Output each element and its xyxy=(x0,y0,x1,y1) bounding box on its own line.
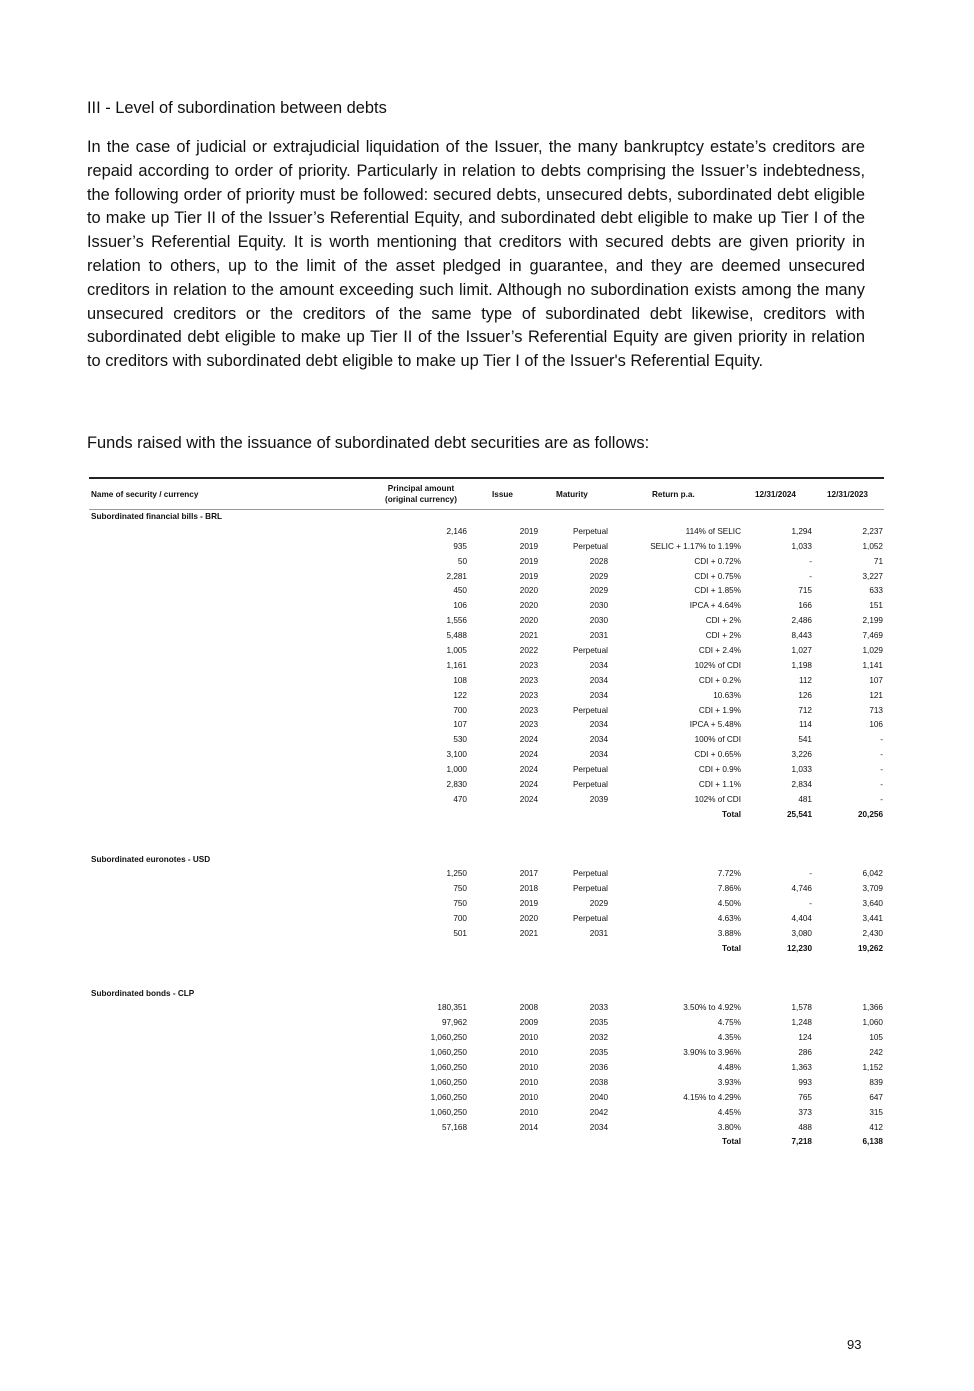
value-2024-cell: 1,033 xyxy=(791,541,812,551)
return-cell: 4.35% xyxy=(717,1033,741,1043)
col-header-2024: 12/31/2024 xyxy=(755,490,796,499)
return-cell: 102% of CDI xyxy=(694,794,741,804)
issue-cell: 2024 xyxy=(519,765,538,775)
return-cell: 4.63% xyxy=(717,914,741,924)
principal-cell: 1,060,250 xyxy=(430,1092,467,1102)
issue-cell: 2024 xyxy=(519,750,538,760)
maturity-cell: 2042 xyxy=(589,1107,608,1117)
section-title: Subordinated financial bills - BRL xyxy=(91,512,223,521)
table-row xyxy=(89,1046,884,1061)
value-2024-cell: 1,027 xyxy=(791,646,812,656)
value-2023-cell: 1,060 xyxy=(862,1018,883,1028)
section-title-row xyxy=(89,510,884,525)
table-row xyxy=(89,867,884,882)
table-row xyxy=(89,599,884,614)
return-cell: CDI + 1.9% xyxy=(698,705,741,715)
value-2023-cell: 1,029 xyxy=(862,646,883,656)
principal-cell: 470 xyxy=(453,794,467,804)
principal-cell: 750 xyxy=(453,899,467,909)
total-2024: 25,541 xyxy=(786,809,812,819)
value-2024-cell: - xyxy=(809,869,812,879)
table-row xyxy=(89,1091,884,1106)
value-2024-cell: 373 xyxy=(798,1107,812,1117)
issue-cell: 2022 xyxy=(519,646,538,656)
principal-cell: 700 xyxy=(453,914,467,924)
principal-cell: 180,351 xyxy=(437,1003,467,1013)
value-2023-cell: 839 xyxy=(869,1077,883,1087)
return-cell: 3.88% xyxy=(717,928,741,938)
col-header-2023: 12/31/2023 xyxy=(827,490,868,499)
col-header-maturity: Maturity xyxy=(556,490,588,499)
value-2024-cell: 2,486 xyxy=(791,616,812,626)
subordinated-debt-table xyxy=(89,477,884,1150)
maturity-cell: 2031 xyxy=(589,631,608,641)
value-2023-cell: 151 xyxy=(869,601,883,611)
value-2023-cell: 1,141 xyxy=(862,660,883,670)
return-cell: CDI + 0.75% xyxy=(694,571,741,581)
return-cell: SELIC + 1.17% to 1.19% xyxy=(650,541,741,551)
total-row xyxy=(89,1135,884,1150)
value-2023-cell: - xyxy=(880,765,883,775)
value-2024-cell: 124 xyxy=(798,1033,812,1043)
table-row xyxy=(89,927,884,942)
table-row xyxy=(89,689,884,704)
principal-cell: 122 xyxy=(453,690,467,700)
issue-cell: 2010 xyxy=(519,1092,538,1102)
maturity-cell: 2038 xyxy=(589,1077,608,1087)
maturity-cell: 2029 xyxy=(589,571,608,581)
return-cell: 4.75% xyxy=(717,1018,741,1028)
principal-cell: 1,250 xyxy=(446,869,467,879)
issue-cell: 2023 xyxy=(519,705,538,715)
issue-cell: 2010 xyxy=(519,1077,538,1087)
table-header xyxy=(89,479,884,510)
issue-cell: 2019 xyxy=(519,526,538,536)
total-label: Total xyxy=(722,809,741,819)
value-2023-cell: 3,640 xyxy=(862,899,883,909)
return-cell: CDI + 2% xyxy=(705,616,741,626)
issue-cell: 2021 xyxy=(519,631,538,641)
return-cell: 3.80% xyxy=(717,1122,741,1132)
total-label: Total xyxy=(722,943,741,953)
table-row xyxy=(89,704,884,719)
maturity-cell: 2030 xyxy=(589,616,608,626)
principal-cell: 1,060,250 xyxy=(430,1107,467,1117)
return-cell: IPCA + 4.64% xyxy=(689,601,741,611)
table-row xyxy=(89,674,884,689)
principal-cell: 2,830 xyxy=(446,780,467,790)
principal-cell: 1,005 xyxy=(446,646,467,656)
value-2024-cell: 3,226 xyxy=(791,750,812,760)
value-2024-cell: - xyxy=(809,899,812,909)
maturity-cell: 2036 xyxy=(589,1062,608,1072)
value-2023-cell: 713 xyxy=(869,705,883,715)
value-2023-cell: 105 xyxy=(869,1033,883,1043)
principal-cell: 57,168 xyxy=(441,1122,467,1132)
maturity-cell: 2031 xyxy=(589,928,608,938)
return-cell: 100% of CDI xyxy=(694,735,741,745)
value-2024-cell: 166 xyxy=(798,601,812,611)
value-2024-cell: 114 xyxy=(798,720,812,730)
table-row xyxy=(89,1001,884,1016)
issue-cell: 2020 xyxy=(519,914,538,924)
value-2023-cell: - xyxy=(880,780,883,790)
table-row xyxy=(89,629,884,644)
value-2023-cell: 6,042 xyxy=(862,869,883,879)
maturity-cell: 2034 xyxy=(589,660,608,670)
value-2023-cell: 1,366 xyxy=(862,1003,883,1013)
value-2024-cell: 712 xyxy=(798,705,812,715)
table-row xyxy=(89,748,884,763)
principal-cell: 1,060,250 xyxy=(430,1077,467,1087)
table-row xyxy=(89,718,884,733)
value-2023-cell: 2,430 xyxy=(862,928,883,938)
return-cell: 4.50% xyxy=(717,899,741,909)
value-2023-cell: 2,199 xyxy=(862,616,883,626)
total-2023: 19,262 xyxy=(857,943,883,953)
principal-cell: 2,146 xyxy=(446,526,467,536)
page-number: 93 xyxy=(847,1337,862,1352)
maturity-cell: 2034 xyxy=(589,675,608,685)
return-cell: 3.93% xyxy=(717,1077,741,1087)
issue-cell: 2019 xyxy=(519,899,538,909)
value-2023-cell: 1,052 xyxy=(862,541,883,551)
value-2024-cell: 3,080 xyxy=(791,928,812,938)
return-cell: CDI + 2.4% xyxy=(698,646,741,656)
issue-cell: 2020 xyxy=(519,586,538,596)
value-2023-cell: 647 xyxy=(869,1092,883,1102)
principal-cell: 750 xyxy=(453,884,467,894)
maturity-cell: Perpetual xyxy=(572,705,608,715)
principal-cell: 530 xyxy=(453,735,467,745)
return-cell: 7.86% xyxy=(717,884,741,894)
table-row xyxy=(89,1031,884,1046)
value-2024-cell: 1,248 xyxy=(791,1018,812,1028)
return-cell: 4.15% to 4.29% xyxy=(683,1092,741,1102)
value-2024-cell: 1,578 xyxy=(791,1003,812,1013)
col-header-issue: Issue xyxy=(492,490,513,499)
issue-cell: 2014 xyxy=(519,1122,538,1132)
total-2023: 20,256 xyxy=(857,809,883,819)
principal-cell: 97,962 xyxy=(441,1018,467,1028)
maturity-cell: 2034 xyxy=(589,735,608,745)
maturity-cell: 2034 xyxy=(589,1122,608,1132)
value-2024-cell: 488 xyxy=(798,1122,812,1132)
principal-cell: 50 xyxy=(457,556,467,566)
value-2023-cell: 3,709 xyxy=(862,884,883,894)
principal-cell: 1,161 xyxy=(446,660,467,670)
issue-cell: 2019 xyxy=(519,556,538,566)
issue-cell: 2010 xyxy=(519,1048,538,1058)
principal-cell: 450 xyxy=(453,586,467,596)
table-row xyxy=(89,882,884,897)
maturity-cell: Perpetual xyxy=(572,526,608,536)
maturity-cell: 2033 xyxy=(589,1003,608,1013)
value-2024-cell: - xyxy=(809,556,812,566)
table-intro-text: Funds raised with the issuance of subordinated debt securities are as follows: xyxy=(87,434,650,452)
issue-cell: 2023 xyxy=(519,690,538,700)
maturity-cell: Perpetual xyxy=(572,869,608,879)
table-row xyxy=(89,1016,884,1031)
table-row xyxy=(89,614,884,629)
maturity-cell: 2039 xyxy=(589,794,608,804)
table-row xyxy=(89,1106,884,1121)
principal-cell: 3,100 xyxy=(446,750,467,760)
value-2024-cell: 126 xyxy=(798,690,812,700)
col-header-return: Return p.a. xyxy=(652,490,695,499)
maturity-cell: 2034 xyxy=(589,690,608,700)
value-2023-cell: 106 xyxy=(869,720,883,730)
value-2023-cell: - xyxy=(880,750,883,760)
table-row xyxy=(89,570,884,585)
maturity-cell: Perpetual xyxy=(572,765,608,775)
table-body xyxy=(89,510,884,1150)
issue-cell: 2024 xyxy=(519,735,538,745)
maturity-cell: 2029 xyxy=(589,899,608,909)
value-2024-cell: - xyxy=(809,571,812,581)
return-cell: 114% of SELIC xyxy=(685,526,741,536)
return-cell: 3.90% to 3.96% xyxy=(683,1048,741,1058)
total-row xyxy=(89,942,884,957)
principal-cell: 700 xyxy=(453,705,467,715)
section-title: Subordinated bonds - CLP xyxy=(91,988,195,998)
return-cell: IPCA + 5.48% xyxy=(689,720,741,730)
maturity-cell: 2040 xyxy=(589,1092,608,1102)
value-2023-cell: 7,469 xyxy=(862,631,883,641)
value-2023-cell: 121 xyxy=(869,690,883,700)
value-2024-cell: 4,404 xyxy=(791,914,812,924)
value-2024-cell: 1,294 xyxy=(791,526,812,536)
principal-cell: 1,060,250 xyxy=(430,1062,467,1072)
maturity-cell: 2035 xyxy=(589,1048,608,1058)
section-title-row xyxy=(89,853,884,868)
return-cell: 3.50% to 4.92% xyxy=(683,1003,741,1013)
maturity-cell: Perpetual xyxy=(572,541,608,551)
maturity-cell: 2034 xyxy=(589,750,608,760)
col-header-principal xyxy=(365,483,477,505)
value-2023-cell: 315 xyxy=(869,1107,883,1117)
total-label: Total xyxy=(722,1137,741,1147)
maturity-cell: 2035 xyxy=(589,1018,608,1028)
principal-cell: 1,060,250 xyxy=(430,1048,467,1058)
issue-cell: 2024 xyxy=(519,794,538,804)
issue-cell: 2020 xyxy=(519,616,538,626)
table-row xyxy=(89,793,884,808)
total-2024: 12,230 xyxy=(786,943,812,953)
principal-cell: 106 xyxy=(453,601,467,611)
total-2024: 7,218 xyxy=(791,1137,812,1147)
principal-cell: 108 xyxy=(453,675,467,685)
issue-cell: 2010 xyxy=(519,1033,538,1043)
value-2023-cell: 71 xyxy=(873,556,883,566)
value-2024-cell: 993 xyxy=(798,1077,812,1087)
value-2023-cell: 107 xyxy=(869,675,883,685)
value-2023-cell: 633 xyxy=(869,586,883,596)
table-row xyxy=(89,540,884,555)
issue-cell: 2019 xyxy=(519,571,538,581)
issue-cell: 2023 xyxy=(519,660,538,670)
return-cell: CDI + 0.2% xyxy=(698,675,741,685)
section-spacer xyxy=(89,823,884,853)
issue-cell: 2023 xyxy=(519,675,538,685)
value-2024-cell: 1,363 xyxy=(791,1062,812,1072)
col-header-principal-line1: Principal amount xyxy=(387,484,455,493)
col-header-principal-line2: (original currency) xyxy=(385,495,457,504)
issue-cell: 2024 xyxy=(519,780,538,790)
section-title: Subordinated euronotes - USD xyxy=(91,854,211,864)
issue-cell: 2023 xyxy=(519,720,538,730)
principal-cell: 1,000 xyxy=(446,765,467,775)
return-cell: CDI + 0.72% xyxy=(694,556,741,566)
table-row xyxy=(89,778,884,793)
return-cell: 10.63% xyxy=(713,690,741,700)
maturity-cell: 2028 xyxy=(589,556,608,566)
value-2024-cell: 541 xyxy=(798,735,812,745)
maturity-cell: Perpetual xyxy=(572,914,608,924)
principal-cell: 1,556 xyxy=(446,616,467,626)
principal-cell: 2,281 xyxy=(446,571,467,581)
return-cell: CDI + 2% xyxy=(705,631,741,641)
return-cell: CDI + 1.1% xyxy=(698,780,741,790)
table-row xyxy=(89,733,884,748)
value-2024-cell: 8,443 xyxy=(791,631,812,641)
issue-cell: 2009 xyxy=(519,1018,538,1028)
value-2024-cell: 765 xyxy=(798,1092,812,1102)
table-row xyxy=(89,1121,884,1136)
value-2023-cell: - xyxy=(880,735,883,745)
section-title-row xyxy=(89,987,884,1002)
maturity-cell: 2032 xyxy=(589,1033,608,1043)
section-heading: III - Level of subordination between debts xyxy=(87,99,387,117)
principal-cell: 935 xyxy=(453,541,467,551)
value-2023-cell: 242 xyxy=(869,1048,883,1058)
issue-cell: 2020 xyxy=(519,601,538,611)
table-row xyxy=(89,1076,884,1091)
table-row xyxy=(89,644,884,659)
value-2024-cell: 715 xyxy=(798,586,812,596)
table-row xyxy=(89,1061,884,1076)
value-2023-cell: 2,237 xyxy=(862,526,883,536)
value-2023-cell: 3,227 xyxy=(862,571,883,581)
table-row xyxy=(89,555,884,570)
maturity-cell: 2034 xyxy=(589,720,608,730)
value-2023-cell: 1,152 xyxy=(862,1062,883,1072)
col-header-name: Name of security / currency xyxy=(91,490,199,499)
issue-cell: 2010 xyxy=(519,1107,538,1117)
issue-cell: 2021 xyxy=(519,928,538,938)
table-row xyxy=(89,584,884,599)
value-2023-cell: 412 xyxy=(869,1122,883,1132)
table-row xyxy=(89,525,884,540)
return-cell: 4.45% xyxy=(717,1107,741,1117)
return-cell: CDI + 0.65% xyxy=(694,750,741,760)
maturity-cell: Perpetual xyxy=(572,884,608,894)
maturity-cell: 2029 xyxy=(589,586,608,596)
table-row xyxy=(89,763,884,778)
principal-cell: 1,060,250 xyxy=(430,1033,467,1043)
table-row xyxy=(89,897,884,912)
issue-cell: 2019 xyxy=(519,541,538,551)
return-cell: CDI + 1.85% xyxy=(694,586,741,596)
return-cell: 7.72% xyxy=(717,869,741,879)
value-2024-cell: 286 xyxy=(798,1048,812,1058)
table-row xyxy=(89,912,884,927)
body-paragraph: In the case of judicial or extrajudicial liquidation of the Issuer, the many bankruptcy estate’s creditors are repaid according to order of priority. Particularly in relation to debts comprising the Issuer’s indebtedness, the following order of priority must be followed: secured debts, unsecured debts, subordinated debt eligible to make up Tier II of the Issuer’s Referential Equity, and subordinated debt eligible to make up Tier I of the Issuer’s Referential Equity. It is worth mentioning that creditors with secured debts are given priority in relation to others, up to the limit of the asset pledged in guarantee, and they are deemed unsecured creditors in relation to the amount exceeding such limit. Although no subordination exists among the many unsecured creditors or the creditors of the same type of subordinated debt likewise, creditors with subordinated debt eligible to make up Tier II of the Issuer’s Referential Equity are given priority in relation to creditors with subordinated debt eligible to make up Tier I of the Issuer's Referential Equity. xyxy=(87,138,865,371)
value-2024-cell: 1,033 xyxy=(791,765,812,775)
issue-cell: 2017 xyxy=(519,869,538,879)
maturity-cell: Perpetual xyxy=(572,646,608,656)
value-2023-cell: - xyxy=(880,794,883,804)
section-spacer xyxy=(89,957,884,987)
principal-cell: 107 xyxy=(453,720,467,730)
value-2023-cell: 3,441 xyxy=(862,914,883,924)
value-2024-cell: 481 xyxy=(798,794,812,804)
issue-cell: 2018 xyxy=(519,884,538,894)
return-cell: 102% of CDI xyxy=(694,660,741,670)
principal-cell: 501 xyxy=(453,928,467,938)
maturity-cell: 2030 xyxy=(589,601,608,611)
maturity-cell: Perpetual xyxy=(572,780,608,790)
principal-cell: 5,488 xyxy=(446,631,467,641)
table-row xyxy=(89,659,884,674)
return-cell: CDI + 0.9% xyxy=(698,765,741,775)
value-2024-cell: 4,746 xyxy=(791,884,812,894)
total-2023: 6,138 xyxy=(862,1137,883,1147)
value-2024-cell: 112 xyxy=(798,675,812,685)
value-2024-cell: 2,834 xyxy=(791,780,812,790)
return-cell: 4.48% xyxy=(717,1062,741,1072)
value-2024-cell: 1,198 xyxy=(791,660,812,670)
issue-cell: 2008 xyxy=(519,1003,538,1013)
issue-cell: 2010 xyxy=(519,1062,538,1072)
total-row xyxy=(89,808,884,823)
